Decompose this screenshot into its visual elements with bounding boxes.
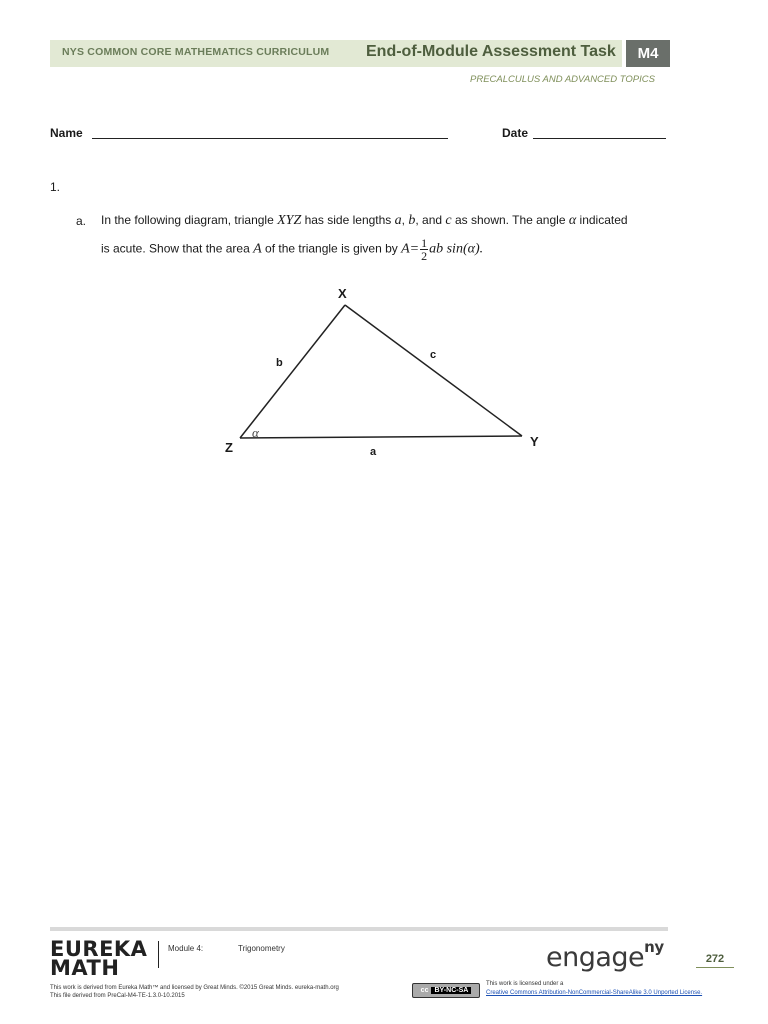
eureka-math-logo xyxy=(50,937,148,980)
side-b-label: b xyxy=(276,357,283,369)
q-text-5: is acute. Show that the area xyxy=(101,241,250,256)
engage-text: engage xyxy=(546,942,645,973)
angle-alpha-label: α xyxy=(252,425,259,440)
q-area-symbol: A xyxy=(253,241,262,257)
formula-lhs: A= xyxy=(401,241,420,257)
q-alpha: α xyxy=(568,213,577,228)
q-side-a: a xyxy=(394,213,402,228)
curriculum-label: NYS COMMON CORE MATHEMATICS CURRICULUM xyxy=(62,46,330,58)
page-number: 272 xyxy=(696,953,734,968)
question-number: 1. xyxy=(50,180,61,194)
footer-rule xyxy=(50,927,668,931)
q-and: and xyxy=(422,213,443,227)
course-subtitle: PRECALCULUS AND ADVANCED TOPICS xyxy=(470,74,655,85)
q-triangle: XYZ xyxy=(277,213,302,228)
license-text: This work is licensed under a xyxy=(486,981,564,987)
frac-denominator: 2 xyxy=(421,249,428,263)
q-text-2: has side lengths xyxy=(304,213,392,227)
q-text-6: of the triangle is given by xyxy=(265,241,398,256)
vertex-y-label: Y xyxy=(530,434,539,449)
date-label: Date xyxy=(502,126,529,140)
license-link[interactable]: Creative Commons Attribution-NonCommercial-ShareAlike 3.0 Unported License. xyxy=(486,990,703,996)
footer-divider xyxy=(158,941,159,968)
formula-fraction xyxy=(420,237,428,262)
vertex-z-label: Z xyxy=(225,440,233,455)
logo-line-1: EUREKA xyxy=(50,937,148,961)
q-side-c: c xyxy=(445,213,452,228)
date-line xyxy=(533,138,666,139)
module-badge: M4 xyxy=(626,40,670,67)
engage-ny: ny xyxy=(644,938,664,956)
cc-icon: cc xyxy=(420,987,429,994)
side-c-line xyxy=(345,305,522,436)
logo-line-2: MATH xyxy=(50,956,120,980)
question-line-1: In the following diagram, triangle XYZ has side lengths a, b, and c as shown. The angle α indicated xyxy=(101,213,628,228)
footer-credit-1: This work is derived from Eureka Math™ and licensed by Great Minds. ©2015 Great Minds. eureka-math.org xyxy=(50,985,339,991)
cc-license-badge xyxy=(412,983,480,998)
q-text-1: In the following diagram, triangle xyxy=(101,213,274,227)
side-a-label: a xyxy=(370,446,377,458)
question-line-2 xyxy=(101,237,483,262)
formula-rhs: ab sin(α). xyxy=(429,241,484,257)
engageny-logo xyxy=(546,938,664,973)
name-line xyxy=(92,138,448,139)
side-c-label: c xyxy=(430,349,437,361)
footer-topic: Trigonometry xyxy=(238,944,285,953)
name-label: Name xyxy=(50,126,83,140)
part-label: a. xyxy=(76,214,87,228)
vertex-x-label: X xyxy=(338,286,347,301)
page-title: End-of-Module Assessment Task xyxy=(366,43,616,60)
q-text-4: indicated xyxy=(579,213,628,227)
q-side-b: b xyxy=(408,213,416,228)
side-b-line xyxy=(240,305,345,438)
side-a-line xyxy=(240,436,522,438)
triangle-diagram xyxy=(210,280,550,465)
footer-credit-2: This file derived from PreCal-M4-TE-1.3.0-10.2015 xyxy=(50,993,185,999)
q-text-3: as shown. The angle xyxy=(454,213,566,227)
frac-numerator: 1 xyxy=(421,236,428,250)
footer-module: Module 4: xyxy=(168,944,204,953)
cc-badge-text: BY-NC-SA xyxy=(431,987,471,994)
